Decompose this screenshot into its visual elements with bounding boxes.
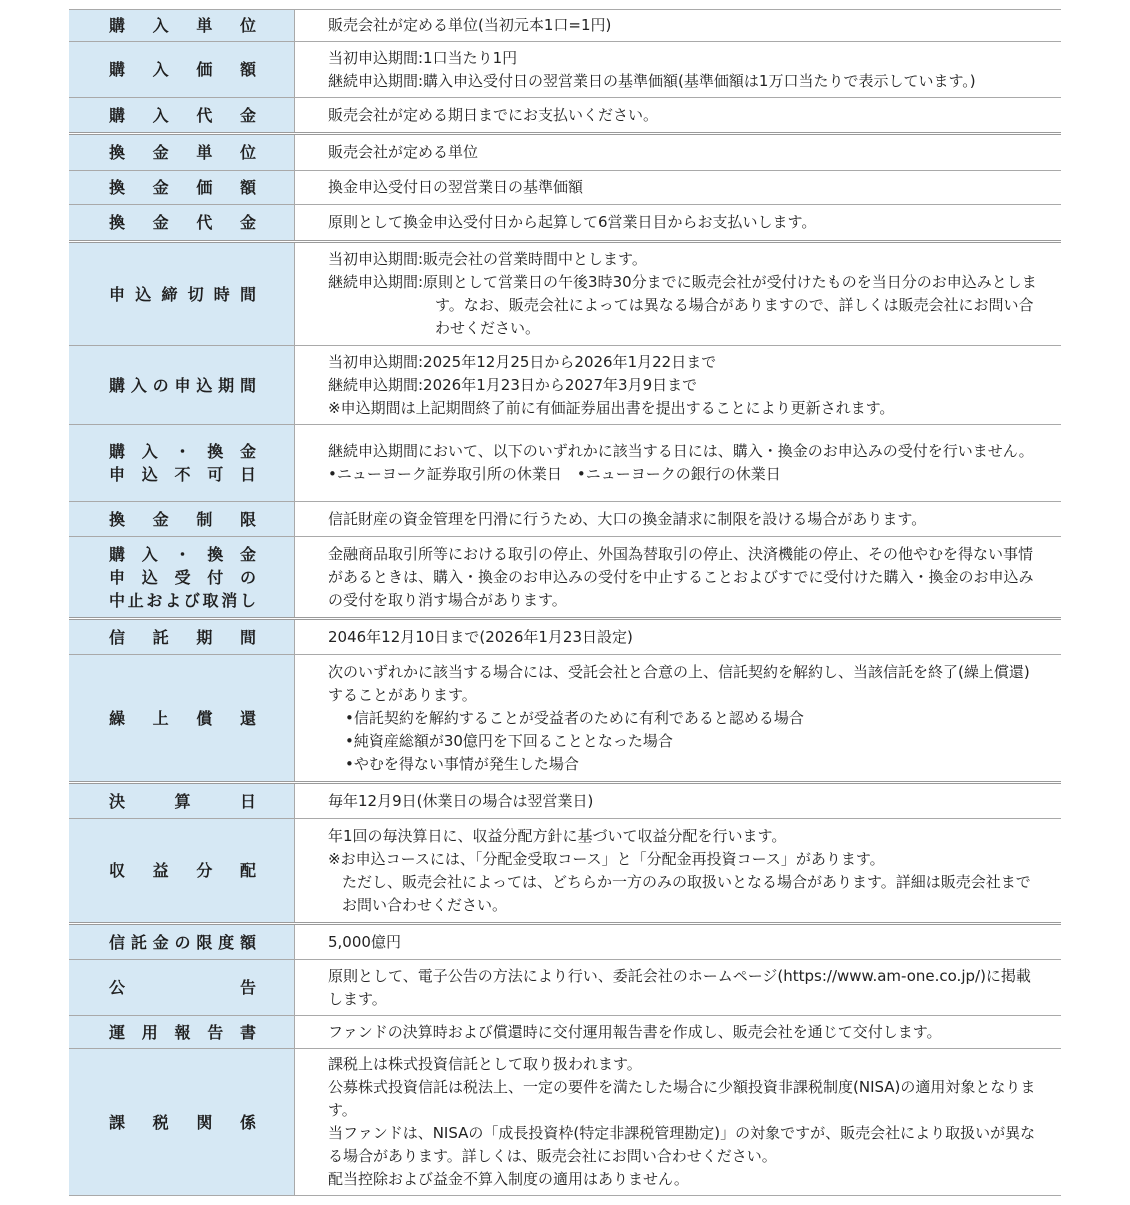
row-value: 5,000億円 [328, 932, 401, 951]
table-row [69, 98, 1061, 135]
table-row [69, 620, 1061, 655]
row-label: 課 税 関 係 [69, 1049, 295, 1195]
row-label: 換 金 単 位 [69, 135, 295, 170]
row-value: 原則として、電子公告の方法により行い、委託会社のホームページ(https://www.am-one.co.jp/)に掲載します。 [328, 966, 1031, 1008]
row-value: 換金申込受付日の翌営業日の基準価額 [328, 178, 584, 196]
row-label: 購 入 価 額 [69, 42, 295, 97]
fund-terms-table [69, 0, 1061, 1205]
table-row [69, 1016, 1061, 1049]
row-value: 年1回の毎決算日に、収益分配方針に基づいて収益分配を行います。 ※お申込コースには、「分配金受取コース」と「分配金再投資コース」があります。 ただし、販売会社によっては、どちらか一方のみの取扱いとなる場合があります。詳細は販売会社までお問い合わせください。 [328, 826, 1031, 914]
table-row [69, 9, 1061, 42]
row-value: 販売会社が定める単位 [328, 143, 479, 161]
row-label: 購入の申込期間 [69, 346, 295, 424]
table-row [69, 537, 1061, 620]
row-value: 当初申込期間:2025年12月25日から2026年1月22日まで 継続申込期間:2026年1月23日から2027年3月9日まで ※申込期間は上記期間終了前に有価証券届出書を提出することにより更新されます。 [328, 352, 895, 417]
row-value: 当初申込期間:販売会社の営業時間中とします。 継続申込期間:原則として営業日の午後3時30分までに販売会社が受付けたものを当日分のお申込みとします。なお、販売会社によっては異なる場合がありますので、詳しくは販売会社にお問い合わせください。 [328, 250, 1037, 337]
row-label: 信 託 期 間 [69, 620, 295, 654]
row-value: 当初申込期間:1口当たり1円 継続申込期間:購入申込受付日の翌営業日の基準価額(基準価額は1万口当たりで表示しています。) [328, 48, 976, 90]
table-row [69, 655, 1061, 784]
table-row [69, 42, 1061, 98]
row-value: ファンドの決算時および償還時に交付運用報告書を作成し、販売会社を通じて交付します。 [328, 1022, 942, 1041]
row-value: 販売会社が定める単位(当初元本1口=1円) [328, 16, 612, 34]
row-label: 購入・換金 申込不可日 [69, 425, 295, 501]
table-row [69, 135, 1061, 171]
table-row [69, 243, 1061, 346]
table-row [69, 425, 1061, 502]
table-row [69, 1049, 1061, 1196]
table-row [69, 960, 1061, 1016]
row-value: 2046年12月10日まで(2026年1月23日設定) [328, 627, 633, 646]
row-value: 販売会社が定める期日までにお支払いください。 [328, 105, 659, 124]
table-row [69, 784, 1061, 819]
row-label: 申込締切時間 [69, 243, 295, 345]
row-label: 信託金の限度額 [69, 925, 295, 959]
row-label: 繰 上 償 還 [69, 655, 295, 781]
table-row [69, 502, 1061, 537]
table-row [69, 171, 1061, 205]
row-label: 公 告 [69, 960, 295, 1015]
row-label: 換 金 価 額 [69, 171, 295, 204]
row-label: 換 金 代 金 [69, 205, 295, 240]
row-value: 毎年12月9日(休業日の場合は翌営業日) [328, 791, 594, 810]
row-label: 決 算 日 [69, 784, 295, 818]
row-value: 継続申込期間において、以下のいずれかに該当する日には、購入・換金のお申込みの受付を行いません。 •ニューヨーク証券取引所の休業日 •ニューヨークの銀行の休業日 [328, 442, 1034, 483]
row-label: 購入・換金 申込受付の 中止および取消し [69, 537, 295, 617]
row-value: 原則として換金申込受付日から起算して6営業日目からお支払いします。 [328, 213, 817, 231]
row-label: 購 入 代 金 [69, 98, 295, 132]
table-row [69, 925, 1061, 960]
table-row [69, 819, 1061, 925]
table-row [69, 205, 1061, 243]
row-label: 換 金 制 限 [69, 502, 295, 536]
row-value: 課税上は株式投資信託として取り扱われます。 公募株式投資信託は税法上、一定の要件を満たした場合に少額投資非課税制度(NISA)の適用対象となります。 当ファンドは、NISAの「成長投資枠(特定非課税管理勘定)」の対象ですが、販売会社により取扱いが異なる場合があります。詳しくは、販売会社にお問い合わせください。 配当控除および益金不算入制度の適用はありません。 [328, 1055, 1036, 1188]
row-value: 金融商品取引所等における取引の停止、外国為替取引の停止、決済機能の停止、その他やむを得ない事情があるときは、購入・換金のお申込みの受付を中止することおよびすでに受付けた購入・換金のお申込みの受付を取り消す場合があります。 [328, 544, 1034, 609]
row-label: 収 益 分 配 [69, 819, 295, 922]
row-value: 信託財産の資金管理を円滑に行うため、大口の換金請求に制限を設ける場合があります。 [328, 509, 927, 528]
row-label: 購 入 単 位 [69, 10, 295, 41]
row-value: 次のいずれかに該当する場合には、受託会社と合意の上、信託契約を解約し、当該信託を終了(繰上償還)することがあります。 •信託契約を解約することが受益者のために有利であると認める場合 •純資産総額が30億円を下回ることとなった場合 •やむを得ない事情が発生した場合 [328, 662, 1030, 773]
table-row [69, 346, 1061, 425]
row-label: 運用報告書 [69, 1016, 295, 1048]
